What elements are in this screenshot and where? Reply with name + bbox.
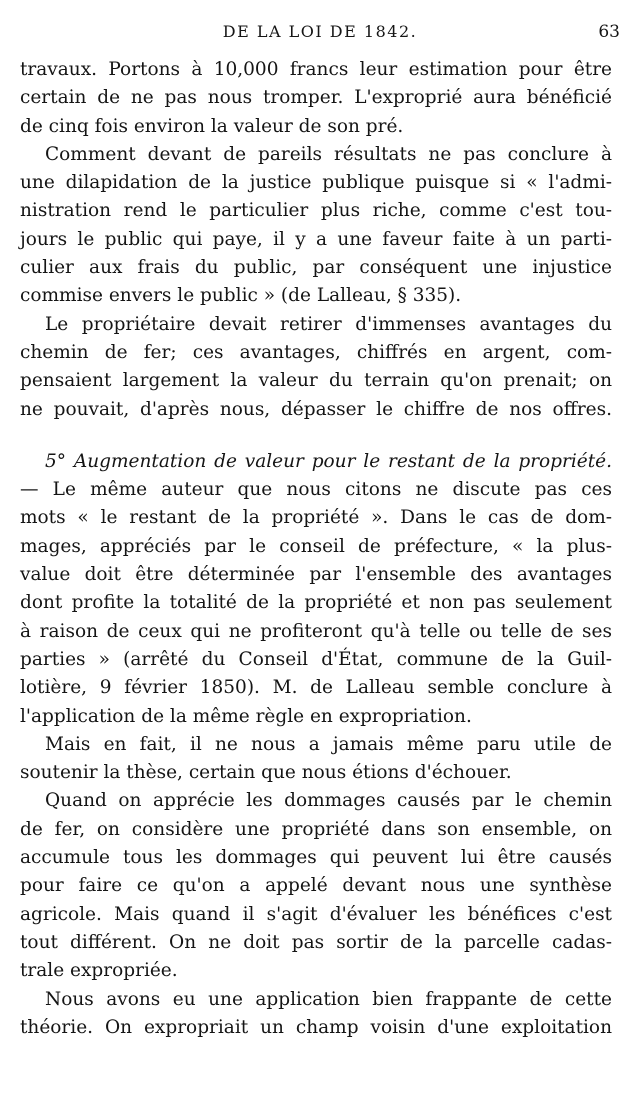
text-line: value doit être déterminée par l'ensemble des avantages [20, 564, 612, 586]
text-line: Comment devant de pareils résultats ne pas conclure à [45, 143, 612, 165]
text-line: Nous avons eu une application bien frappante de cette [45, 988, 612, 1010]
text-line: pour faire ce qu'on a appelé devant nous une synthèse [20, 875, 612, 897]
running-head: DE LA LOI DE 1842. [222, 22, 418, 41]
page-number: 63 [598, 22, 620, 42]
text-line: Quand on apprécie les dommages causés par le chemin [45, 790, 612, 812]
text-line: — Le même auteur que nous citons ne discute pas ces [20, 479, 612, 501]
section-gap [20, 424, 612, 448]
text-line: à raison de ceux qui ne profiteront qu'à telle ou telle de ses [20, 620, 612, 642]
text-line: l'application de la même règle en expropriation. [20, 705, 472, 727]
text-line: nistration rend le particulier plus riche, comme c'est tou- [20, 200, 612, 222]
text-line: accumule tous les dommages qui peuvent lui être causés [20, 847, 612, 869]
text-line: une dilapidation de la justice publique puisque si « l'admi- [20, 172, 612, 194]
text-line: trale expropriée. [20, 960, 178, 982]
text-line: théorie. On expropriait un champ voisin d'une exploitation [20, 1016, 612, 1038]
text-line: commise envers le public » (de Lalleau, § 335). [20, 285, 462, 307]
text-line: chemin de fer; ces avantages, chiffrés en argent, com- [20, 341, 612, 363]
text-line: dont profite la totalité de la propriété et non pas seulement [20, 592, 612, 614]
text-line: mots « le restant de la propriété ». Dans le cas de dom- [20, 507, 612, 529]
text-line: de fer, on considère une propriété dans son ensemble, on [20, 818, 612, 840]
text-line: certain de ne pas nous tromper. L'exproprié aura bénéficié [20, 87, 612, 109]
text-line: pensaient largement la valeur du terrain qu'on prenait; on [20, 370, 612, 392]
text-line: mages, appréciés par le conseil de préfecture, « la plus- [20, 535, 612, 557]
text-line: culier aux frais du public, par conséquent une injustice [20, 257, 612, 279]
text-line: Le propriétaire devait retirer d'immenses avantages du [45, 313, 612, 335]
text-line: Mais en fait, il ne nous a jamais même paru utile de [45, 733, 612, 755]
section-heading: 5° Augmentation de valeur pour le restant de la propriété. [45, 450, 612, 472]
text-line: agricole. Mais quand il s'agit d'évaluer les bénéfices c'est [20, 903, 612, 925]
page-header [20, 22, 620, 46]
text-line: de cinq fois environ la valeur de son pré. [20, 115, 404, 137]
text-line: soutenir la thèse, certain que nous étions d'échouer. [20, 762, 512, 784]
text-line: parties » (arrêté du Conseil d'État, commune de la Guil- [20, 648, 612, 670]
text-line: ne pouvait, d'après nous, dépasser le chiffre de nos offres. [20, 398, 612, 420]
body-text [20, 56, 612, 1042]
text-line: tout différent. On ne doit pas sortir de la parcelle cadas- [20, 931, 612, 953]
text-line: lotière, 9 février 1850). M. de Lalleau semble conclure à [20, 677, 612, 699]
text-line: jours le public qui paye, il y a une faveur faite à un parti- [20, 228, 612, 250]
text-line: travaux. Portons à 10,000 francs leur estimation pour être [20, 59, 612, 80]
